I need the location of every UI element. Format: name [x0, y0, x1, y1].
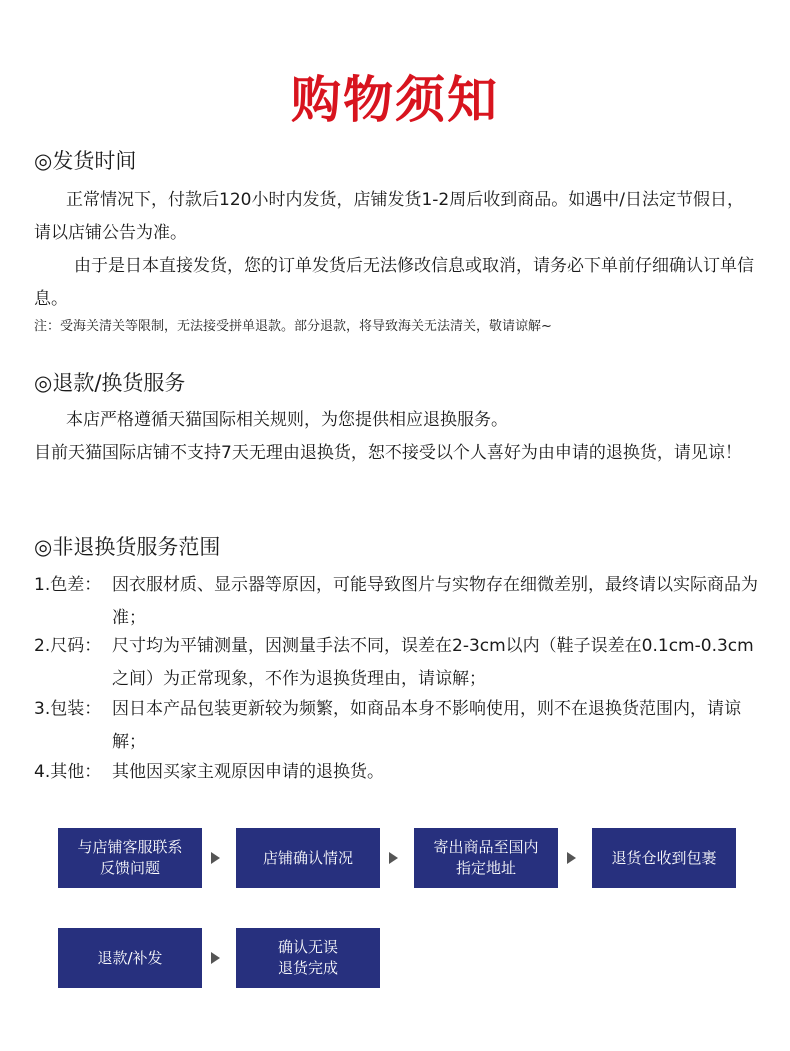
list-item-text: 其他因买家主观原因申请的退换货。 — [112, 762, 384, 782]
arrow-right-icon — [567, 852, 576, 864]
flow-step-ship-goods — [414, 828, 558, 888]
list-item-text: 尺寸均为平铺测量，因测量手法不同，误差在2-3cm以内（鞋子误差在0.1cm-0.3cm之间）为正常现象，不作为退换货理由，请谅解； — [112, 636, 754, 689]
list-item-label: 3.包装： — [34, 699, 102, 719]
flow-step-contact-service — [58, 828, 202, 888]
arrow-right-icon — [389, 852, 398, 864]
list-item-label: 2.尺码： — [34, 636, 102, 656]
flow-step-line: 寄出商品至国内 — [433, 838, 539, 856]
flow-step-warehouse-received — [592, 828, 736, 888]
list-item — [34, 756, 758, 789]
flow-step-line: 反馈问题 — [99, 859, 160, 877]
shipping-note: 注：受海关清关等限制，无法接受拼单退款。部分退款，将导致海关无法清关，敬请谅解~ — [34, 319, 552, 334]
arrow-right-icon — [211, 852, 220, 864]
arrow-right-icon — [211, 952, 220, 964]
list-item — [34, 693, 758, 759]
shipping-paragraph-2: 由于是日本直接发货，您的订单发货后无法修改信息或取消，请务必下单前仔细确认订单信息。 — [34, 256, 754, 309]
list-item-text: 因衣服材质、显示器等原因，可能导致图片与实物存在细微差别，最终请以实际商品为准； — [112, 575, 758, 628]
list-item-label: 1.色差： — [34, 575, 102, 595]
flow-step-line: 与店铺客服联系 — [77, 838, 183, 856]
flow-step-store-confirm — [236, 828, 380, 888]
section-heading-shipping: ◎发货时间 — [34, 149, 137, 173]
refund-paragraph-2: 目前天猫国际店铺不支持7天无理由退换货，恕不接受以个人喜好为由申请的退换货，请见谅！ — [34, 443, 742, 463]
flow-step-line: 指定地址 — [455, 859, 516, 877]
flow-step-line: 退款/补发 — [97, 948, 163, 967]
refund-paragraph-1: 本店严格遵循天猫国际相关规则，为您提供相应退换服务。 — [66, 410, 508, 430]
section-heading-non-refund: ◎非退换货服务范围 — [34, 535, 221, 559]
flow-step-line: 退货仓收到包裹 — [611, 848, 717, 867]
flow-step-refund-reissue — [58, 928, 202, 988]
list-item — [34, 569, 758, 635]
list-item — [34, 630, 758, 696]
page-title: 购物须知 — [291, 71, 499, 129]
flow-step-return-complete — [236, 928, 380, 988]
section-heading-refund: ◎退款/换货服务 — [34, 371, 186, 395]
flow-step-line: 店铺确认情况 — [262, 848, 353, 867]
flow-step-line: 确认无误 — [277, 938, 338, 956]
flow-step-line: 退货完成 — [277, 959, 338, 977]
shipping-paragraph-1: 正常情况下，付款后120小时内发货，店铺发货1-2周后收到商品。如遇中/日法定节假日，请以店铺公告为准。 — [34, 190, 744, 243]
list-item-text: 因日本产品包装更新较为频繁，如商品本身不影响使用，则不在退换货范围内，请谅解； — [112, 699, 741, 752]
list-item-label: 4.其他： — [34, 762, 102, 782]
